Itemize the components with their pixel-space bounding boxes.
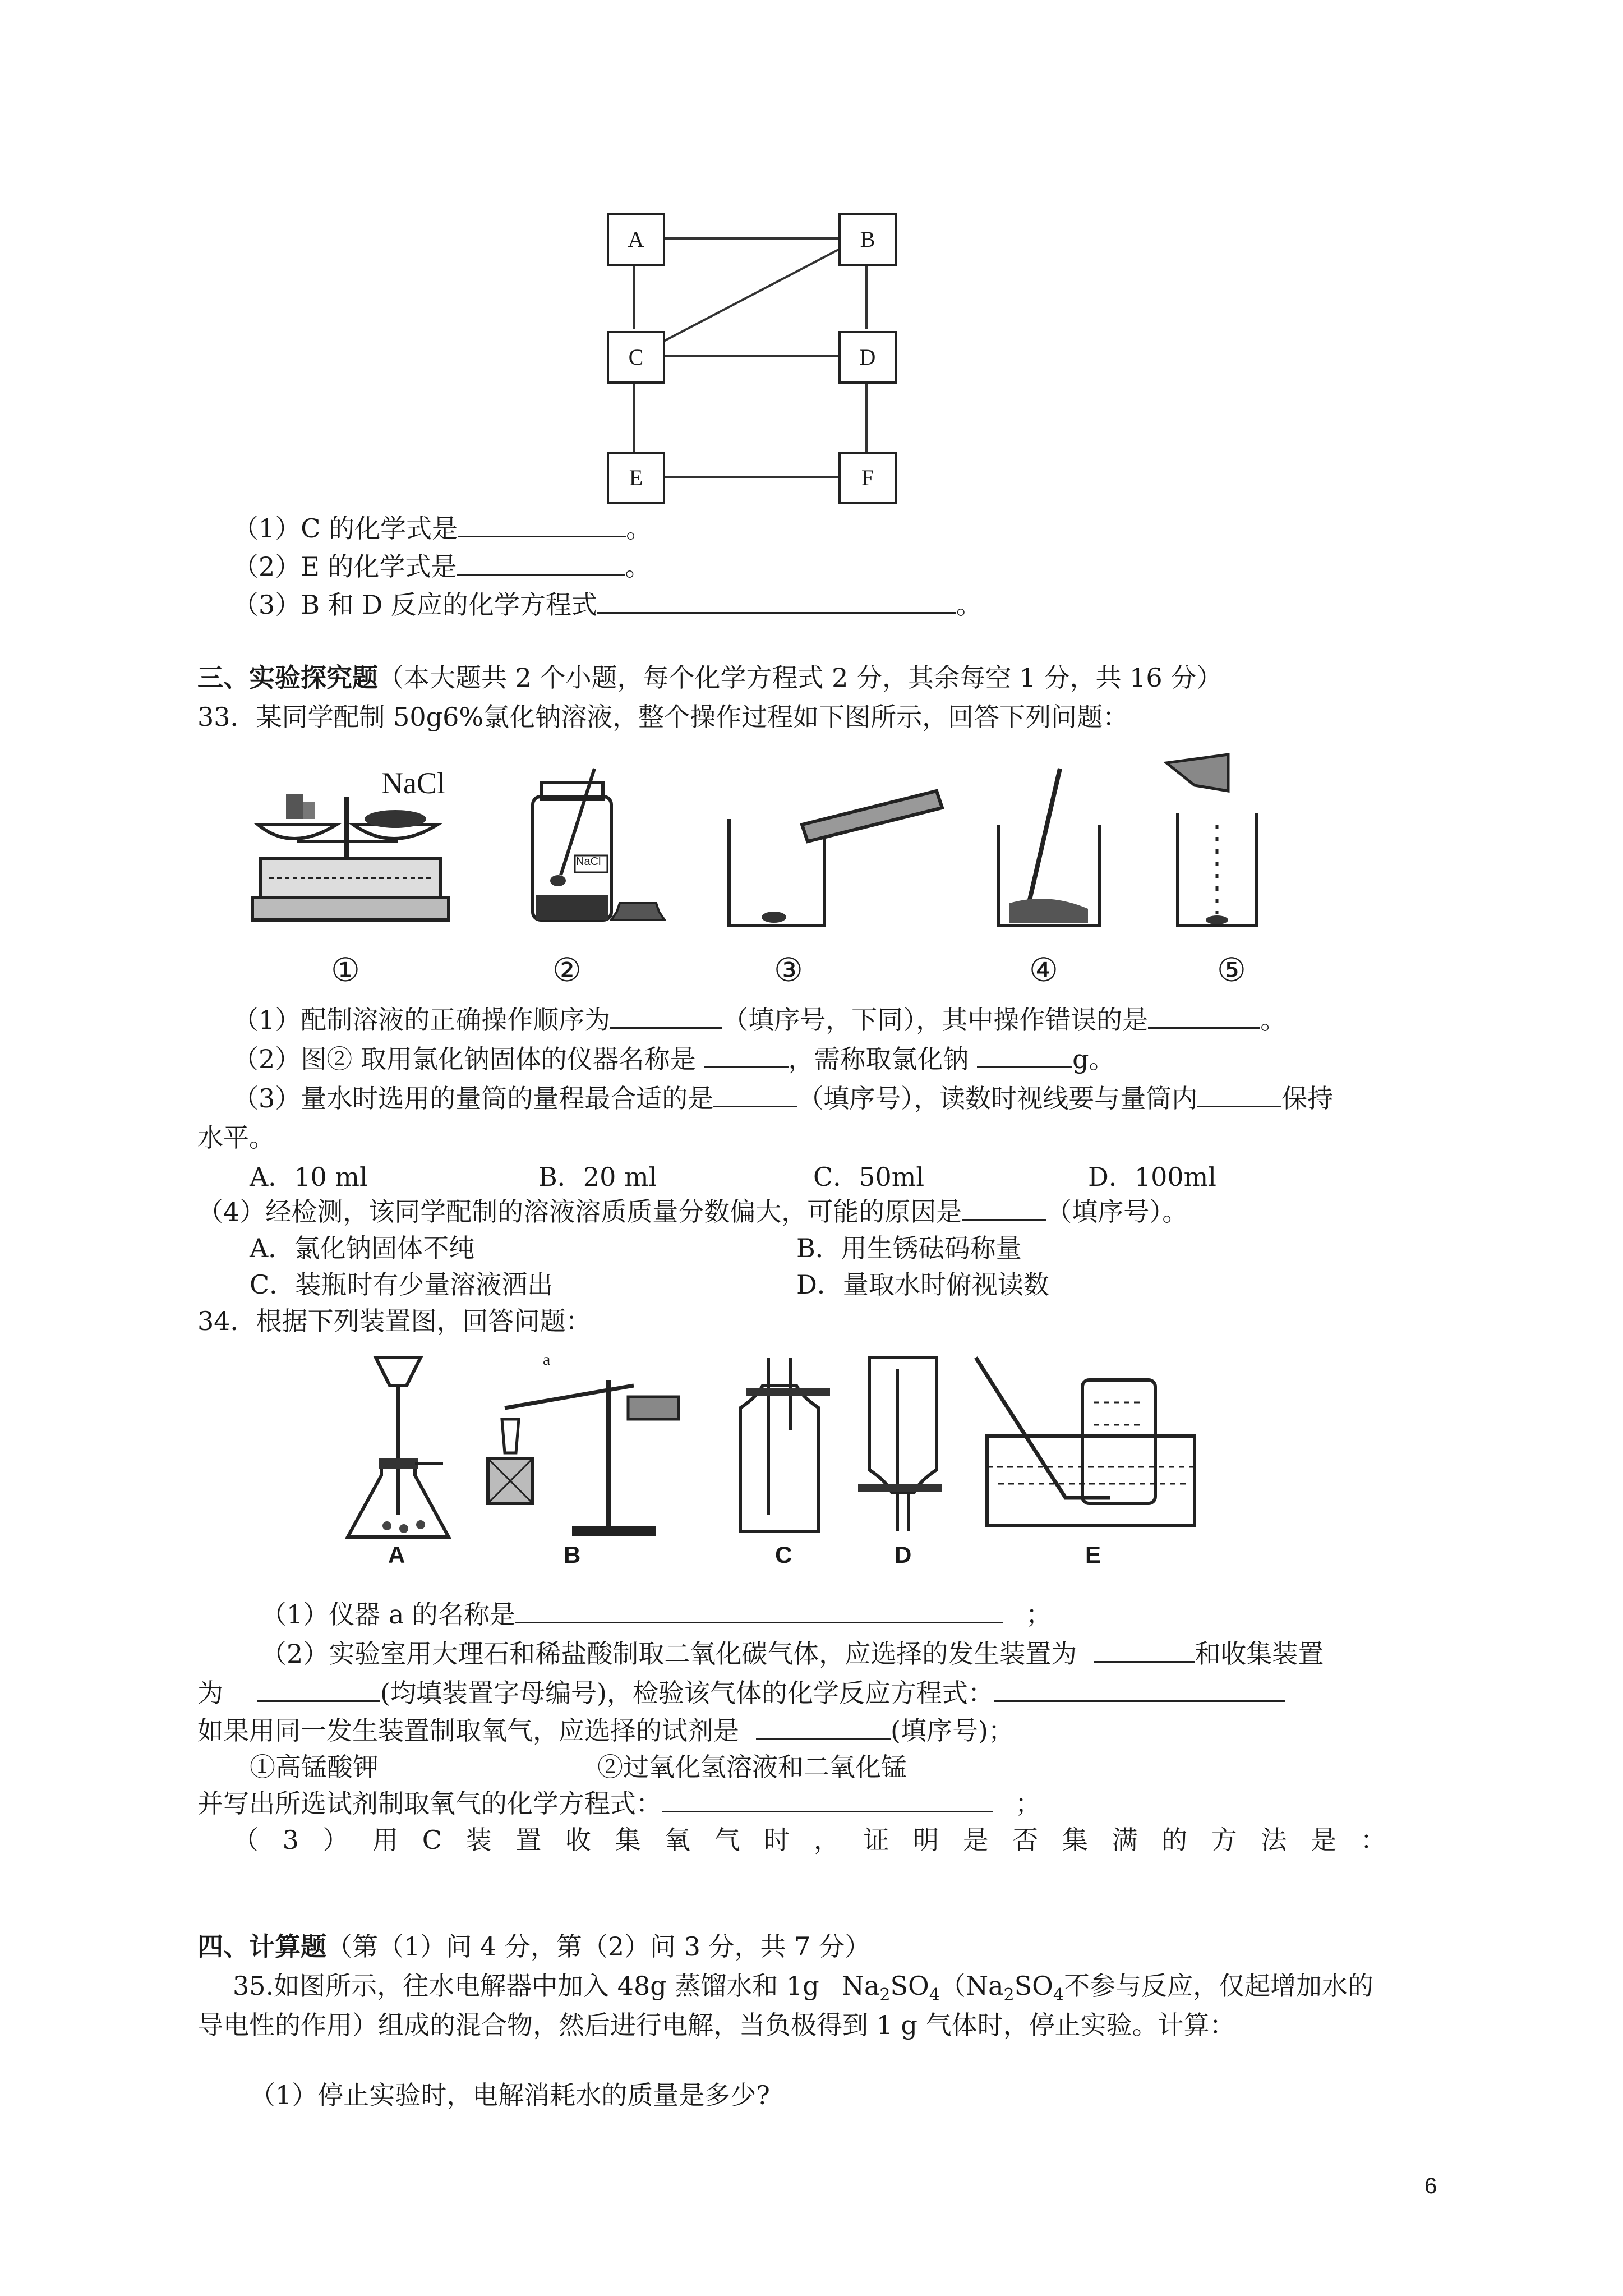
q33-figure-bottle: [522, 763, 667, 942]
q35-formula-sub4: 4: [929, 1985, 940, 2005]
section3-heading: [197, 661, 1222, 694]
q33-nacl-label: NaCl: [381, 766, 445, 800]
q34-apparatus-c: [723, 1346, 836, 1543]
q32-part2-end: 。: [625, 551, 651, 582]
q32-part3-text: （3）B 和 D 反应的化学方程式: [233, 590, 597, 620]
q33-part3-cont: 水平。: [197, 1122, 275, 1153]
q34-part2-text-g: 并写出所选试剂制取氧气的化学方程式：: [197, 1788, 662, 1819]
q34-part1: [261, 1598, 1052, 1631]
q34-part1-text: （1）仪器 a 的名称是: [261, 1599, 515, 1630]
q34-part2-text-c: 为: [197, 1678, 223, 1708]
q33-fig-label-4: ④: [1029, 951, 1058, 989]
q34-part2-line1: [261, 1637, 1324, 1671]
q33-part3-text-a: （3）量水时选用的量筒的量程最合适的是: [233, 1083, 714, 1114]
q34-blank-instrument[interactable]: [515, 1599, 1003, 1623]
q33-part4-text: （4）经检测，该同学配制的溶液溶质质量分数偏大，可能的原因是: [197, 1197, 962, 1227]
q33-option-3d: D．100ml: [1088, 1162, 1217, 1192]
q33-part2-text-b: ，需称取氯化钠: [788, 1044, 978, 1074]
q35-formula2-sub4: 4: [1053, 1985, 1064, 2005]
q33-blank-range[interactable]: [713, 1083, 797, 1107]
q32-blank-3[interactable]: [597, 590, 956, 614]
q34-apparatus-b: [471, 1346, 707, 1543]
q33-stem: 33．某同学配制 50g6%氯化钠溶液，整个操作过程如下图所示，回答下列问题：: [197, 702, 1129, 732]
q33-fig-label-1: ①: [331, 951, 360, 989]
q32-part2: [233, 550, 651, 583]
section4-heading: [197, 1930, 870, 1963]
q34-label-d: D: [895, 1542, 912, 1568]
q33-part2-text-a: （2）图② 取用氯化钠固体的仪器名称是: [233, 1044, 704, 1074]
q34-part2-text-b: 和收集装置: [1195, 1639, 1324, 1669]
q33-fig-label-2: ②: [552, 951, 582, 989]
q35-formula2-sub2: 2: [1003, 1985, 1015, 2005]
q33-part1-text-b: （填序号，下同），其中操作错误的是: [722, 1005, 1149, 1035]
q34-part3: （ 3 ） 用 C 装 置 收 集 氧 气 时 ， 证 明 是 否 集 满 的 方 法 是 ：: [233, 1825, 1394, 1855]
q33-blank-order[interactable]: [610, 1005, 722, 1029]
q34-blank-equation-o2[interactable]: [662, 1788, 993, 1812]
q34-part2-text-d: (均填装置字母编号)，检验该气体的化学反应方程式：: [380, 1678, 994, 1708]
q32-part1-end: 。: [626, 513, 652, 544]
q33-part3: [233, 1082, 1333, 1115]
diagram-box-e: E: [607, 452, 665, 504]
q33-bottle-label: NaCl: [576, 855, 601, 868]
q34-reagent-1: ①高锰酸钾: [250, 1752, 379, 1782]
q32-part3: [233, 588, 982, 622]
q33-option-4d: D．量取水时俯视读数: [796, 1269, 1049, 1300]
q33-blank-instrument[interactable]: [704, 1044, 789, 1068]
q33-blank-reason[interactable]: [962, 1197, 1046, 1221]
q33-option-4b: B．用生锈砝码称量: [796, 1233, 1022, 1263]
q33-option-3c: C．50ml: [813, 1162, 925, 1192]
q33-blank-wrong[interactable]: [1148, 1005, 1260, 1029]
relation-diagram-lines: [0, 0, 1623, 561]
q34-part1-end: ；: [1025, 1599, 1052, 1630]
q34-label-b: B: [564, 1542, 581, 1568]
q35-text-a: 35.如图所示，往水电解器中加入 48g 蒸馏水和 1g: [233, 1971, 819, 2001]
q34-blank-collector[interactable]: [257, 1678, 380, 1702]
diagram-box-a: A: [607, 213, 665, 266]
diagram-box-b: B: [838, 213, 897, 266]
q35-part1: （1）停止实验时，电解消耗水的质量是多少?: [250, 2080, 770, 2110]
q33-figure-beaker-stir: [987, 763, 1122, 942]
q34-part2-text-h: ；: [1015, 1788, 1041, 1819]
diagram-box-d: D: [838, 331, 897, 384]
q33-fig-label-3: ③: [774, 951, 803, 989]
q33-figure-cylinder-pour: [1161, 752, 1273, 942]
q32-blank-1[interactable]: [458, 513, 626, 537]
section4-title: 四、计算题: [197, 1931, 326, 1962]
q34-blank-equation-co2[interactable]: [994, 1678, 1285, 1702]
q33-option-4c: C．装瓶时有少量溶液洒出: [250, 1269, 554, 1300]
section3-title: 三、实验探究题: [197, 662, 378, 693]
diagram-box-f: F: [838, 452, 897, 504]
q34-label-a: A: [388, 1542, 405, 1568]
q35-formula-so: SO: [890, 1971, 929, 2001]
q32-part1: [233, 512, 652, 545]
q32-blank-2[interactable]: [457, 551, 625, 576]
q33-part2-text-c: g。: [1072, 1044, 1115, 1074]
q34-apparatus-d: [847, 1346, 959, 1543]
page-number: 6: [1424, 2174, 1437, 2198]
q34-part2-text-f: (填序号)；: [891, 1715, 1014, 1746]
q35-formula-na: Na: [841, 1971, 880, 2001]
q35-formula2-na: Na: [965, 1971, 1004, 2001]
q33-part4: [197, 1195, 1188, 1228]
q34-blank-generator[interactable]: [1094, 1639, 1195, 1663]
q33-part3-text-b: （填序号），读数时视线要与量筒内: [797, 1083, 1198, 1114]
q34-stem: 34．根据下列装置图，回答问题：: [197, 1306, 592, 1336]
q33-part3-text-c: 保持: [1281, 1083, 1334, 1114]
q33-blank-mass[interactable]: [977, 1044, 1072, 1068]
section4-desc: （第（1）问 4 分，第（2）问 3 分，共 7 分）: [326, 1931, 871, 1962]
q33-option-3a: A．10 ml: [250, 1162, 368, 1192]
q34-part2-line2: [197, 1676, 1285, 1710]
q34-part2-line4: [197, 1787, 1041, 1820]
q34-reagent-2: ②过氧化氢溶液和二氧化锰: [597, 1752, 907, 1782]
q33-part1: [233, 1003, 1286, 1037]
q33-part1-text-a: （1）配制溶液的正确操作顺序为: [233, 1005, 611, 1035]
q34-label-c: C: [775, 1542, 792, 1568]
q34-part2-text-a: （2）实验室用大理石和稀盐酸制取二氧化碳气体，应选择的发生装置为: [261, 1639, 1077, 1669]
q32-part1-text: （1）C 的化学式是: [233, 513, 458, 544]
q34-part2-text-e: 如果用同一发生装置制取氧气，应选择的试剂是: [197, 1715, 739, 1746]
q35-formula-sub2: 2: [879, 1985, 891, 2005]
q32-part2-text: （2）E 的化学式是: [233, 551, 457, 582]
q34-label-a-small: a: [543, 1350, 551, 1369]
q33-figure-beaker-pour: [718, 763, 953, 942]
q34-apparatus-a: [336, 1346, 460, 1543]
q33-part4-end: （填序号）。: [1046, 1197, 1188, 1227]
q35-line2: 导电性的作用）组成的混合物，然后进行电解，当负极得到 1 g 气体时，停止实验。计算：: [197, 2010, 1235, 2040]
q34-part2-line3: [197, 1714, 1014, 1747]
q33-option-3b: B．20 ml: [538, 1162, 657, 1192]
q33-part1-text-c: 。: [1260, 1005, 1287, 1035]
q35-text-c: 不参与反应，仅起增加水的: [1063, 1971, 1373, 2001]
section3-desc: （本大题共 2 个小题，每个化学方程式 2 分，其余每空 1 分，共 16 分）: [378, 662, 1223, 693]
q33-fig-label-5: ⑤: [1217, 951, 1246, 989]
q33-part2: [233, 1042, 1115, 1076]
q32-part3-end: 。: [956, 590, 982, 620]
q35-formula2-so: SO: [1014, 1971, 1053, 2001]
q33-blank-meniscus[interactable]: [1197, 1083, 1281, 1107]
q34-blank-reagent[interactable]: [756, 1715, 891, 1740]
q34-label-e: E: [1085, 1542, 1101, 1568]
q35-line1: [233, 1969, 1373, 2012]
q34-apparatus-e: [970, 1346, 1206, 1543]
q33-option-4a: A．氯化钠固体不纯: [250, 1233, 475, 1263]
q35-text-paren: （: [939, 1971, 966, 2001]
diagram-box-c: C: [607, 331, 665, 384]
